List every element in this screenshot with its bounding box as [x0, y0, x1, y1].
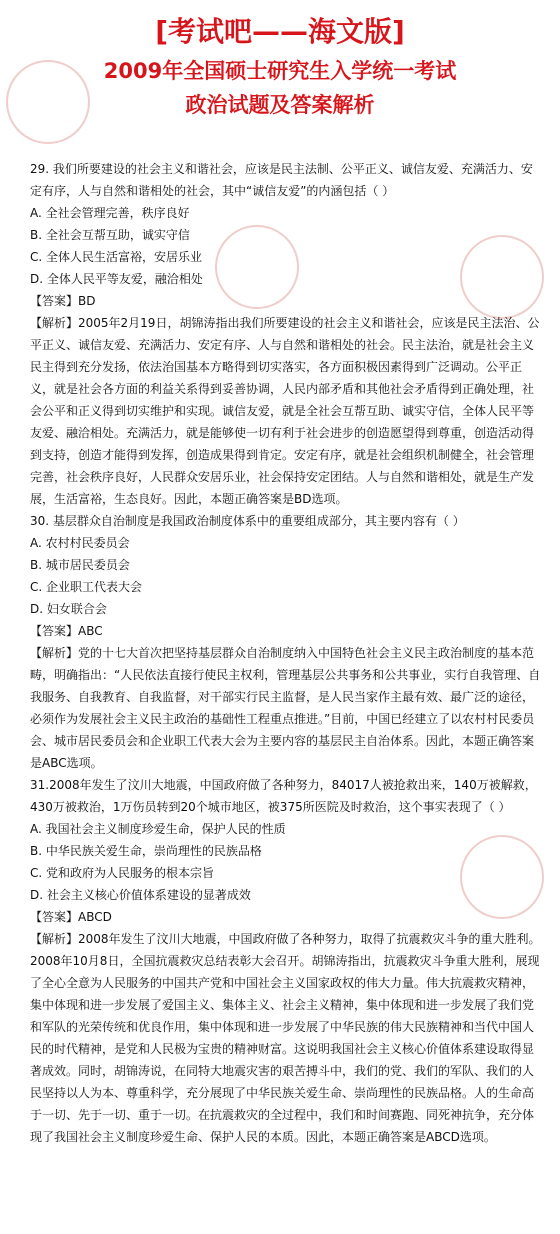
option-b: B. 中华民族关爱生命，崇尚理性的民族品格	[30, 844, 262, 858]
option-c: C. 企业职工代表大会	[30, 580, 143, 594]
option-b: B. 全社会互帮互助，诚实守信	[30, 228, 190, 242]
option-c: C. 党和政府为人民服务的根本宗旨	[30, 866, 215, 880]
answer: 【答案】ABC	[30, 624, 103, 638]
page-title-brand: [考试吧——海文版]	[155, 15, 405, 48]
option-d: D. 妇女联合会	[30, 602, 107, 616]
document-body	[30, 158, 542, 1148]
option-a: A. 农村村民委员会	[30, 536, 130, 550]
option-b: B. 城市居民委员会	[30, 558, 130, 572]
option-a: A. 全社会管理完善，秩序良好	[30, 206, 190, 220]
question-stem: 29. 我们所要建设的社会主义和谐社会，应该是民主法制、公平正义、诚信友爱、充满活力、安定有序，人与自然和谐相处的社会，其中“诚信友爱”的内涵包括（ ）	[30, 162, 533, 198]
question-30	[30, 510, 542, 774]
option-a: A. 我国社会主义制度珍爱生命，保护人民的性质	[30, 822, 286, 836]
question-31	[30, 774, 542, 1148]
question-stem: 30. 基层群众自治制度是我国政治制度体系中的重要组成部分，其主要内容有（ ）	[30, 514, 465, 528]
page-title-exam: 2009年全国硕士研究生入学统一考试	[103, 59, 457, 83]
page-title-subject: 政治试题及答案解析	[185, 93, 375, 117]
question-29	[30, 158, 542, 510]
option-d: D. 全体人民平等友爱，融洽相处	[30, 272, 203, 286]
option-d: D. 社会主义核心价值体系建设的显著成效	[30, 888, 251, 902]
question-stem: 31.2008年发生了汶川大地震，中国政府做了各种努力，84017人被抢救出来，140万被解救，430万被救治，1万伤员转到20个城市地区，被375所医院及时救治，这个事实表现了（ ）	[30, 778, 537, 814]
answer: 【答案】BD	[30, 294, 96, 308]
answer: 【答案】ABCD	[30, 910, 112, 924]
analysis: 【解析】党的十七大首次把坚持基层群众自治制度纳入中国特色社会主义民主政治制度的基本范畴，明确指出：“人民依法直接行使民主权利，管理基层公共事务和公共事业，实行自我管理、自我服务、自我教育、自我监督，对干部实行民主监督，是人民当家作主最有效、最广泛的途径，必须作为发展社会主义民主政治的基础性工程重点推进。”目前，中国已经建立了以农村村民委员会、城市居民委员会和企业职工代表大会为主要内容的基层民主自治体系。因此，本题正确答案是ABC选项。	[30, 646, 541, 770]
option-c: C. 全体人民生活富裕，安居乐业	[30, 250, 203, 264]
analysis: 【解析】2005年2月19日，胡锦涛指出我们所要建设的社会主义和谐社会，应该是民主法治、公平正义、诚信友爱、充满活力、安定有序、人与自然和谐相处的社会。民主法治，就是社会主义民主得到充分发扬，依法治国基本方略得到切实落实，各方面积极因素得到广泛调动。公平正义，就是社会各方面的利益关系得到妥善协调，人民内部矛盾和其他社会矛盾得到正确处理，社会公平和正义得到切实维护和实现。诚信友爱，就是全社会互帮互助、诚实守信，全体人民平等友爱、融洽相处。充满活力，就是能够使一切有利于社会进步的创造愿望得到尊重，创造活动得到支持，创造才能得到发挥，创造成果得到肯定。安定有序，就是社会组织机制健全，社会管理完善，社会秩序良好，人民群众安居乐业，社会保持安定团结。人与自然和谐相处，就是生产发展，生活富裕，生态良好。因此，本题正确答案是BD选项。	[30, 316, 540, 506]
page-header	[0, 0, 560, 122]
analysis: 【解析】2008年发生了汶川大地震，中国政府做了各种努力，取得了抗震救灾斗争的重大胜利。2008年10月8日，全国抗震救灾总结表彰大会召开。胡锦涛指出，抗震救灾斗争重大胜利，展现了全心全意为人民服务的中国共产党和中国社会主义国家政权的伟大力量。伟大抗震救灾精神，集中体现和进一步发展了爱国主义、集体主义、社会主义精神，集中体现和进一步发展了我们党和军队的光荣传统和优良作用，集中体现和进一步发展了中华民族的伟大民族精神和当代中国人民的时代精神，是党和人民极为宝贵的精神财富。这说明我国社会主义核心价值体系建设取得显著成效。同时，胡锦涛说，在同特大地震灾害的艰苦搏斗中，我们的党、我们的军队、我们的人民坚持以人为本、尊重科学，充分展现了中华民族关爱生命、崇尚理性的民族品格。人的生命高于一切、先于一切、重于一切。在抗震救灾的全过程中，我们和时间赛跑、同死神抗争，充分体现了我国社会主义制度珍爱生命、保护人民的本质。因此，本题正确答案是ABCD选项。	[30, 932, 541, 1144]
